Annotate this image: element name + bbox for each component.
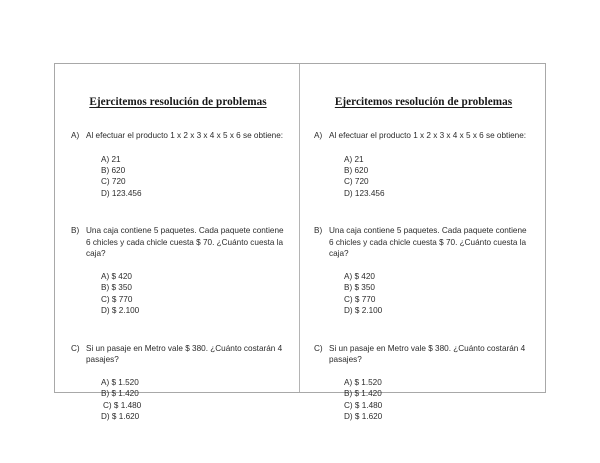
question-c-text: Si un pasaje en Metro vale $ 380. ¿Cuánto costarán 4 pasajes? (86, 343, 283, 365)
question-a-text: Al efectuar el producto 1 x 2 x 3 x 4 x 5 x 6 se obtiene: (86, 131, 284, 140)
question-b (314, 225, 533, 260)
worksheet-copy-right (300, 64, 545, 422)
question-b-text: Una caja contiene 5 paquetes. Cada paquete contiene 6 chicles y cada chicle cuesta $ 70. ¿Cuánto cuesta la caja? (86, 226, 284, 259)
question-block-a (71, 130, 285, 199)
question-a-marker: A) (71, 131, 80, 140)
option-item: D) 123.456 (101, 188, 142, 198)
question-c-text: Si un pasaje en Metro vale $ 380. ¿Cuánto costarán 4 pasajes? (329, 343, 526, 365)
page-title: Ejercitemos resolución de problemas (334, 96, 513, 108)
option-item: C) 720 (101, 177, 126, 187)
question-a-options (314, 154, 533, 200)
option-item: D) $ 2.100 (101, 306, 140, 316)
option-item: D) 123.456 (344, 188, 385, 198)
question-b-marker: B) (71, 226, 80, 236)
question-a-text: Al efectuar el producto 1 x 2 x 3 x 4 x 5 x 6 se obtiene: (329, 131, 527, 140)
option-item: C) $ 770 (344, 294, 376, 304)
question-block-a (314, 130, 533, 199)
option-item: B) $ 350 (101, 283, 132, 293)
option-item: A) 21 (344, 154, 364, 164)
question-a-options (71, 154, 285, 200)
option-item: D) $ 1.620 (344, 412, 383, 422)
question-block-b (314, 225, 533, 316)
option-item: C) $ 1.480 (103, 400, 142, 410)
question-b-text: Una caja contiene 5 paquetes. Cada paquete contiene 6 chicles y cada chicle cuesta $ 70. ¿Cuánto cuesta la caja? (329, 226, 527, 259)
option-item: A) $ 1.520 (344, 377, 382, 387)
option-item: B) $ 1.420 (344, 389, 382, 399)
option-item: C) $ 770 (101, 294, 133, 304)
question-a-marker: A) (314, 131, 323, 140)
option-item: A) 21 (101, 154, 121, 164)
question-c (71, 343, 285, 366)
option-item: B) 620 (101, 166, 126, 175)
question-c-marker: C) (314, 343, 323, 353)
question-block-c (314, 343, 533, 423)
question-a (71, 130, 285, 142)
worksheet-copy-left (55, 64, 300, 422)
question-b-options (71, 271, 285, 317)
option-item: C) 720 (344, 177, 369, 187)
page-title: Ejercitemos resolución de problemas (89, 96, 267, 108)
question-c-marker: C) (71, 343, 80, 353)
question-block-c (71, 343, 285, 423)
question-b-options (314, 271, 533, 317)
worksheet-copy-right-content (300, 64, 545, 422)
question-c-options (71, 377, 285, 423)
question-c-options (314, 377, 533, 423)
option-item: A) $ 420 (101, 272, 132, 281)
question-block-b (71, 225, 285, 316)
option-item: A) $ 420 (344, 272, 375, 281)
option-item: B) 620 (344, 166, 369, 175)
option-item: D) $ 2.100 (344, 306, 383, 316)
question-b-marker: B) (314, 226, 323, 236)
worksheet-copy-left-content (55, 64, 299, 422)
question-c (314, 343, 533, 366)
option-item: A) $ 1.520 (101, 377, 139, 387)
option-item: D) $ 1.620 (101, 412, 140, 422)
option-item: C) $ 1.480 (344, 400, 383, 410)
question-a (314, 130, 533, 142)
option-item: B) $ 1.420 (101, 389, 139, 399)
option-item: B) $ 350 (344, 283, 375, 293)
question-b (71, 225, 285, 260)
worksheet-frame (54, 63, 546, 422)
